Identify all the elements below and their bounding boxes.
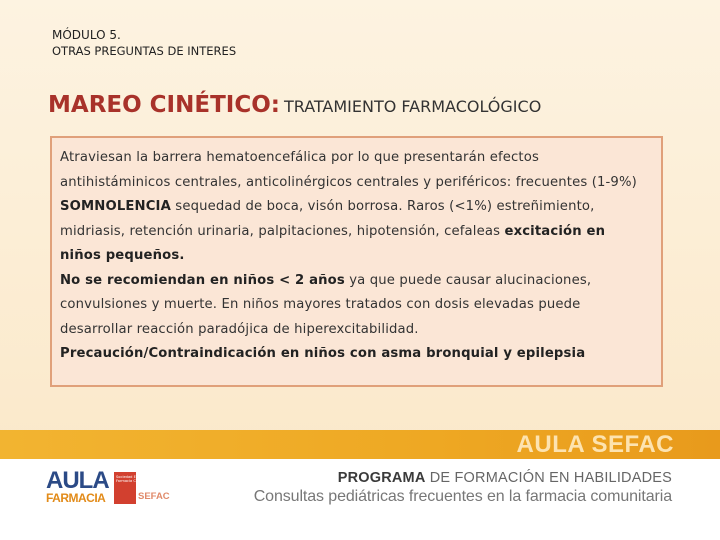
program-bold: PROGRAMA [337,470,426,486]
text-p7: convulsiones y muerte. En niños mayores tratados con dosis elevadas puede [60,297,581,312]
text-p3: sequedad de boca, visón borrosa. Raros (<1%) estreñimiento, [170,199,595,214]
content-line-3 [60,195,653,220]
title-main: MAREO CINÉTICO: [48,92,280,118]
content-line-6 [60,269,653,294]
footer-band [0,430,720,459]
program-rest: DE FORMACIÓN EN HABILIDADES [425,470,672,486]
slide-title [48,92,541,118]
content-line-2 [60,171,653,196]
content-line-5 [60,244,653,269]
module-subtitle: OTRAS PREGUNTAS DE INTERES [52,44,237,58]
sefac-brand-text: SEFAC [138,491,170,502]
text-p1: Atraviesan la barrera hematoencefálica por lo que presentarán efectos [60,150,539,165]
text-ninos-pequenos: niños pequeños. [60,248,185,263]
logo-aula-text: AULA [46,467,109,494]
sefac-small-text: Sociedad Española de Farmacia Comunitaria [116,475,156,484]
text-p2: antihistáminicos centrales, anticolinérgicos centrales y periféricos: frecuentes (1-9%) [60,174,637,190]
text-p8: desarrollar reacción paradójica de hiperexcitabilidad. [60,321,419,337]
text-precaucion: Precaución/Contraindicación en niños con asma bronquial y epilepsia [60,346,586,361]
text-excitacion: excitación en [504,223,606,239]
content-line-9 [60,342,653,367]
program-info [254,470,672,506]
content-line-8 [60,318,653,343]
content-line-4 [60,220,653,245]
content-line-7 [60,293,653,318]
text-no-recomiendan: No se recomiendan en niños < 2 años [60,272,345,288]
content-box [50,136,663,387]
module-header [52,27,236,59]
module-number: MÓDULO 5. [52,28,121,42]
text-p4: midriasis, retención urinaria, palpitaciones, hipotensión, cefaleas [60,223,505,239]
text-p6: ya que puede causar alucinaciones, [344,272,592,288]
text-somnolencia: SOMNOLENCIA [60,199,171,214]
aula-sefac-label: AULA SEFAC [516,431,674,458]
logo-farmacia-text: FARMACIA [46,491,106,505]
program-title [254,470,672,486]
aula-farmacia-logo [46,467,109,505]
title-rest: TRATAMIENTO FARMACOLÓGICO [283,97,542,116]
content-line-1 [60,146,653,171]
sefac-logo [114,472,174,504]
program-subtitle: Consultas pediátricas frecuentes en la farmacia comunitaria [253,488,672,505]
